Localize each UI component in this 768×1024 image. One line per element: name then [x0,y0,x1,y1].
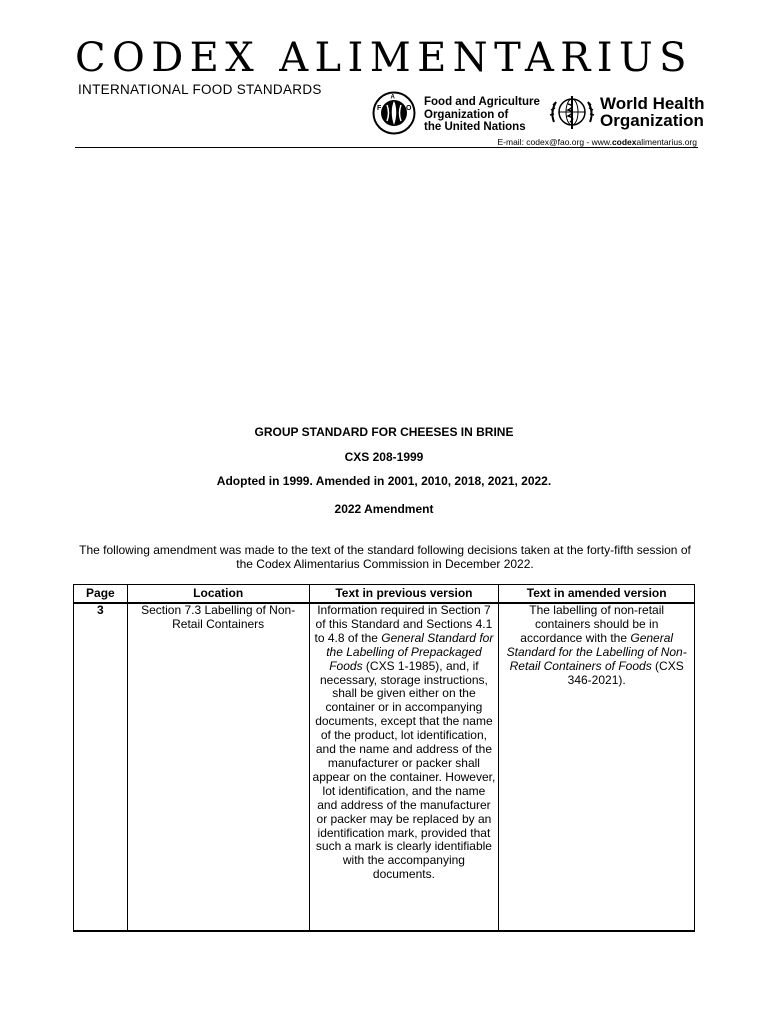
svg-text:F: F [377,105,382,112]
cell-page: 3 [74,603,128,931]
cell-amended-text: The labelling of non-retail containers should be in accordance with the General Standard for the Labelling of Non-Retail Containers of Foods (CXS 346-2021). [499,603,695,931]
svg-text:O: O [406,105,412,112]
amendment-table [73,584,695,932]
standard-code: CXS 208-1999 [344,450,424,464]
masthead-title: CODEX ALIMENTARIUS [75,35,693,81]
header-previous-text: Text in previous version [309,585,499,604]
cell-location: Section 7.3 Labelling of Non-Retail Containers [127,603,309,931]
masthead-divider [75,147,698,148]
intro-paragraph: The following amendment was made to the text of the standard following decisions taken at the forty-fifth session of the Codex Alimentarius Commission in December 2022. [79,543,691,571]
table-row [74,603,695,931]
cell-previous-text: Information required in Section 7 of this Standard and Sections 4.1 to 4.8 of the General Standard for the Labelling of Prepackaged Foods (CXS 1-1985), and, if necessary, storage instructions, shall be given either on the container or in accompanying documents, except that the name of the product, lot identification, and the name and address of the manufacturer or packer shall appear on the container. However, lot identification, and the name and address of the manufacturer or packer may be replaced by an identification mark, provided that such a mark is clearly identifiable with the accompanying documents. [309,603,499,931]
header-amended-text: Text in amended version [499,585,695,604]
contact-line: E-mail: codex@fao.org - www.codexalimentarius.org [497,137,697,147]
standard-title: GROUP STANDARD FOR CHEESES IN BRINE [254,425,514,439]
masthead-subtitle: INTERNATIONAL FOOD STANDARDS [78,82,322,97]
amendment-heading: 2022 Amendment [334,502,434,516]
table-header-row [74,585,695,604]
fao-logo-icon [372,91,416,135]
header-page: Page [74,585,128,604]
svg-text:A: A [390,94,395,101]
fao-organization-name: Food and Agriculture Organization of the United Nations [424,96,540,133]
adoption-history: Adopted in 1999. Amended in 2001, 2010, 2018, 2021, 2022. [216,474,552,488]
header-location: Location [127,585,309,604]
who-logo-icon [548,92,596,132]
who-organization-name: World Health Organization [600,94,705,130]
